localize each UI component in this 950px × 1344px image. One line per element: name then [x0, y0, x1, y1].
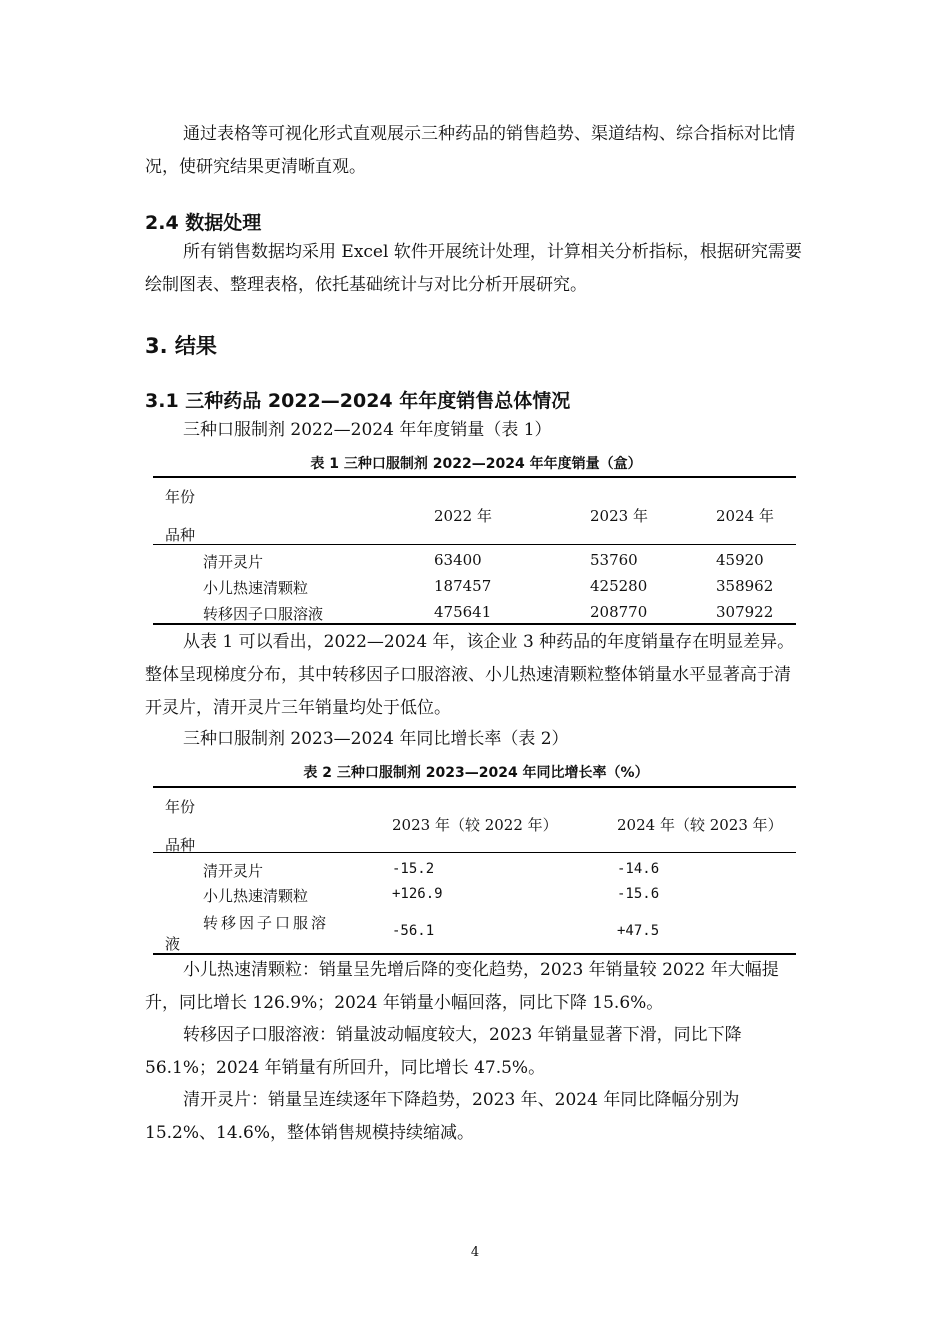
- table1-corner-top: 年份: [165, 488, 196, 506]
- table1-cell: 63400: [434, 551, 482, 569]
- section-3-1-heading: 3.1 三种药品 2022—2024 年年度销售总体情况: [145, 390, 571, 412]
- page-number: 4: [470, 1245, 480, 1260]
- section-3-heading: 3. 结果: [145, 334, 217, 358]
- table1-cell: 45920: [716, 551, 764, 569]
- section-2-4-heading: 2.4 数据处理: [145, 212, 262, 234]
- table2-corner-top: 年份: [165, 798, 196, 816]
- table1-col-2023: 2023 年: [590, 507, 648, 525]
- table2-row-name-wrap: 液: [165, 935, 181, 953]
- table1-cell: 187457: [434, 577, 492, 595]
- table1-cell: 307922: [716, 603, 774, 621]
- table1: [153, 476, 796, 624]
- table2-col-2023: 2023 年（较 2022 年）: [392, 816, 558, 834]
- table2-header-rule: [153, 852, 796, 853]
- table2-cell: -15.2: [392, 861, 435, 877]
- finding-paragraph: 清开灵片：销量呈连续逐年下降趋势，2023 年、2024 年同比降幅分别为 15.2%、14.6%，整体销售规模持续缩减。: [145, 1090, 740, 1143]
- section-2-4-paragraph: 所有销售数据均采用 Excel 软件开展统计处理，计算相关分析指标，根据研究需要绘制图表、整理表格，依托基础统计与对比分析开展研究。: [145, 242, 802, 295]
- table2-corner-bottom: 品种: [165, 836, 196, 854]
- table2-top-rule: [153, 786, 796, 788]
- table1-bottom-rule: [153, 623, 796, 625]
- table1-cell: 475641: [434, 603, 492, 621]
- table2-col-2024: 2024 年（较 2023 年）: [617, 816, 783, 834]
- table2-cell: -15.6: [617, 886, 660, 902]
- table2-row-name: 转移因子口服溶: [203, 914, 330, 932]
- table2-cell: -56.1: [392, 923, 435, 939]
- table1-row-name: 小儿热速清颗粒: [203, 579, 309, 597]
- table1-col-2022: 2022 年: [434, 507, 492, 525]
- table1-cell: 358962: [716, 577, 774, 595]
- table1-cell: 53760: [590, 551, 638, 569]
- table2-caption: 表 2 三种口服制剂 2023—2024 年同比增长率（%）: [303, 765, 649, 781]
- table1-analysis-paragraph: 从表 1 可以看出，2022—2024 年，该企业 3 种药品的年度销量存在明显差异。整体呈现梯度分布，其中转移因子口服溶液、小儿热速清颗粒整体销量水平显著高于清开灵片，清开灵片三年销量均处于低位。: [145, 632, 795, 718]
- table2-cell: +47.5: [617, 923, 660, 939]
- table2-row-name: 清开灵片: [203, 862, 264, 880]
- table1-top-rule: [153, 476, 796, 478]
- finding-paragraph: 小儿热速清颗粒：销量呈先增后降的变化趋势，2023 年销量较 2022 年大幅提升，同比增长 126.9%；2024 年销量小幅回落，同比下降 15.6%。: [145, 960, 779, 1013]
- table2-lead: 三种口服制剂 2023—2024 年同比增长率（表 2）: [183, 729, 569, 749]
- table2-cell: -14.6: [617, 861, 660, 877]
- table2: [153, 786, 796, 956]
- table1-col-2024: 2024 年: [716, 507, 774, 525]
- table1-lead: 三种口服制剂 2022—2024 年年度销量（表 1）: [183, 420, 552, 440]
- table1-cell: 425280: [590, 577, 648, 595]
- table1-header-rule: [153, 544, 796, 545]
- table1-corner-bottom: 品种: [165, 526, 196, 544]
- table2-cell: +126.9: [392, 886, 443, 902]
- table2-row-name: 小儿热速清颗粒: [203, 887, 309, 905]
- table1-caption: 表 1 三种口服制剂 2022—2024 年年度销量（盒）: [310, 456, 642, 472]
- table1-row-name: 转移因子口服溶液: [203, 605, 324, 623]
- intro-paragraph: 通过表格等可视化形式直观展示三种药品的销售趋势、渠道结构、综合指标对比情况，使研究结果更清晰直观。: [145, 124, 795, 177]
- table1-row-name: 清开灵片: [203, 553, 264, 571]
- finding-paragraph: 转移因子口服溶液：销量波动幅度较大，2023 年销量显著下滑，同比下降 56.1%；2024 年销量有所回升，同比增长 47.5%。: [145, 1025, 742, 1078]
- table1-cell: 208770: [590, 603, 648, 621]
